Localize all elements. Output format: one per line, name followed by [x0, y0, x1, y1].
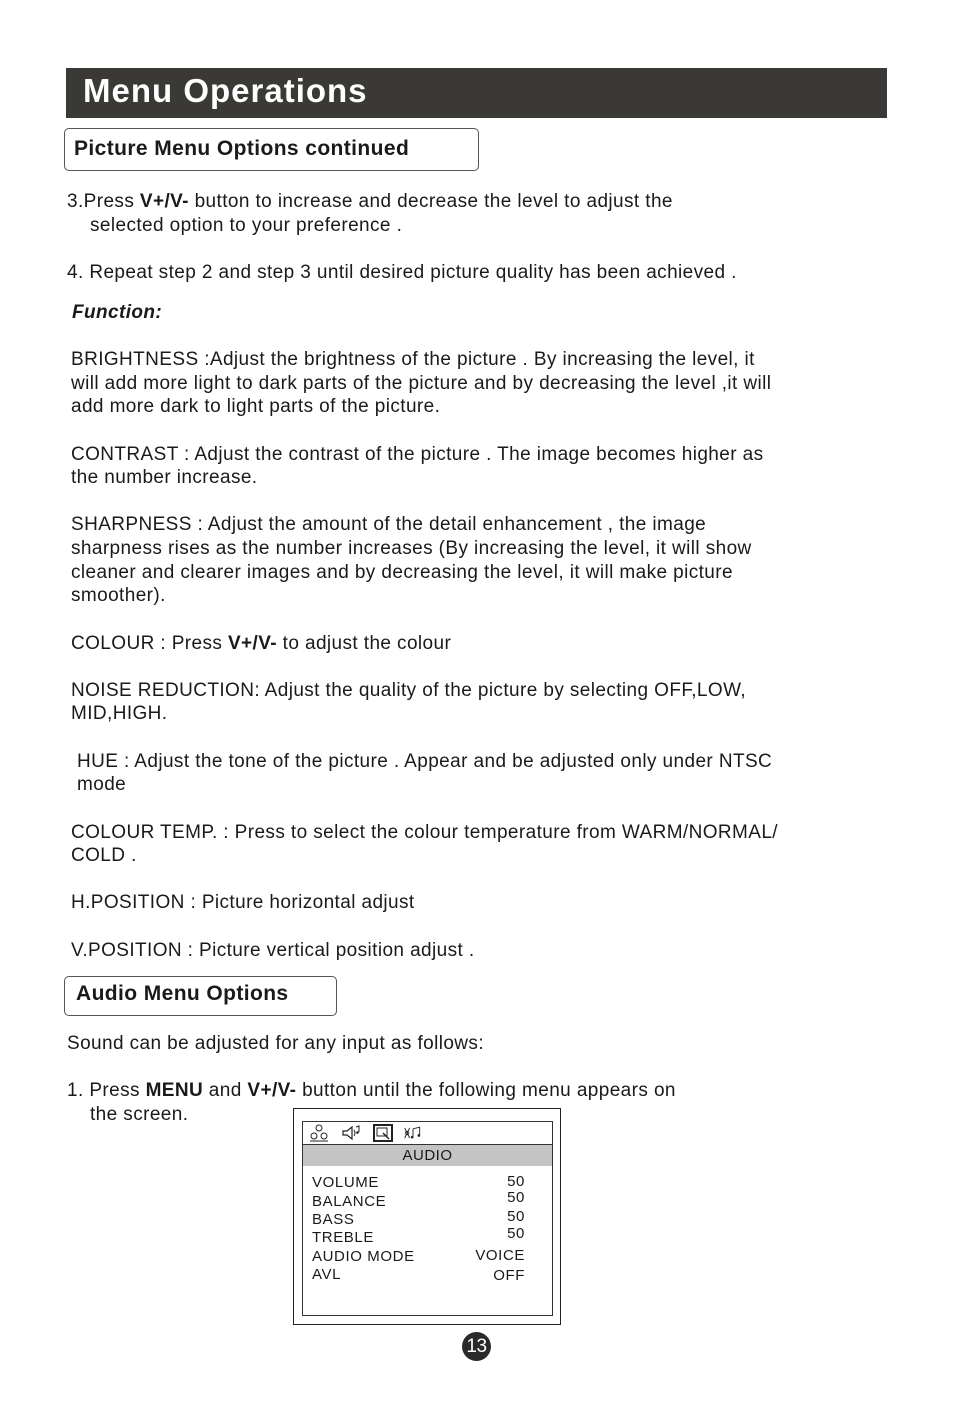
osd-value-treble: 50 — [507, 1225, 525, 1242]
sharpness-line-4: smoother). — [71, 585, 166, 606]
contrast-line-2: the number increase. — [71, 467, 258, 488]
osd-item-balance: BALANCE — [312, 1193, 387, 1210]
noise-line-1: NOISE REDUCTION: Adjust the quality of the picture by selecting OFF,LOW, — [71, 680, 747, 701]
osd-item-treble: TREBLE — [312, 1229, 374, 1246]
setup-menu-icon — [373, 1124, 393, 1142]
osd-screen — [302, 1121, 553, 1316]
osd-title-band — [303, 1145, 552, 1166]
colour-temp-line-1: COLOUR TEMP. : Press to select the colour temperature from WARM/NORMAL/ — [71, 822, 778, 843]
page-number: 13 — [462, 1332, 491, 1361]
audio-section-title: Audio Menu Options — [76, 982, 289, 1005]
audio-osd-menu — [293, 1108, 561, 1325]
brightness-line-2: will add more light to dark parts of the picture and by decreasing the level ,it will — [71, 373, 772, 394]
key-label: MENU — [145, 1080, 204, 1101]
sharpness-line-1: SHARPNESS : Adjust the amount of the detail enhancement , the image — [71, 514, 707, 535]
picture-menu-icon — [309, 1124, 329, 1142]
function-label: Function: — [72, 302, 163, 323]
key-label: V+/V- — [247, 1080, 297, 1101]
feature-menu-icon — [403, 1124, 423, 1142]
osd-item-volume: VOLUME — [312, 1174, 379, 1191]
colour-temp-line-2: COLD . — [71, 845, 137, 866]
osd-item-audio-mode: AUDIO MODE — [312, 1248, 415, 1265]
noise-line-2: MID,HIGH. — [71, 703, 168, 724]
step-3-line-2: selected option to your preference . — [90, 215, 403, 236]
hue-line-1: HUE : Adjust the tone of the picture . Appear and be adjusted only under NTSC — [77, 751, 773, 772]
osd-value-audio-mode: VOICE — [475, 1247, 525, 1264]
sharpness-line-3: cleaner and clearer images and by decreasing the level, it will make picture — [71, 562, 733, 583]
step-3-line-1: 3.Press V+/V- button to increase and decrease the level to adjust the — [67, 191, 673, 212]
brightness-line-3: add more dark to light parts of the picture. — [71, 396, 441, 417]
key-label: V+/V- — [227, 633, 277, 654]
v-position: V.POSITION : Picture vertical position adjust . — [71, 940, 475, 961]
osd-value-balance: 50 — [507, 1189, 525, 1206]
audio-step-1-line-2: the screen. — [90, 1104, 189, 1125]
h-position: H.POSITION : Picture horizontal adjust — [71, 892, 415, 913]
osd-title: AUDIO — [402, 1147, 453, 1164]
osd-icon-row — [303, 1122, 552, 1145]
osd-value-avl: OFF — [493, 1267, 525, 1284]
step-4: 4. Repeat step 2 and step 3 until desired picture quality has been achieved . — [67, 262, 737, 283]
audio-step-1-line-1: 1. Press MENU and V+/V- button until the following menu appears on — [67, 1080, 676, 1101]
audio-intro: Sound can be adjusted for any input as follows: — [67, 1033, 485, 1054]
header-bar — [66, 68, 887, 118]
hue-line-2: mode — [77, 774, 127, 795]
osd-value-bass: 50 — [507, 1208, 525, 1225]
page-title: Menu Operations — [83, 72, 368, 109]
colour-line: COLOUR : Press V+/V- to adjust the colour — [71, 633, 452, 654]
key-label: V+/V- — [139, 191, 189, 212]
brightness-line-1: BRIGHTNESS :Adjust the brightness of the picture . By increasing the level, it — [71, 349, 755, 370]
osd-value-volume: 50 — [507, 1173, 525, 1190]
sharpness-line-2: sharpness rises as the number increases (By increasing the level, it will show — [71, 538, 752, 559]
audio-menu-icon — [341, 1124, 361, 1142]
picture-section-title: Picture Menu Options continued — [74, 137, 410, 160]
osd-item-bass: BASS — [312, 1211, 355, 1228]
osd-item-avl: AVL — [312, 1266, 342, 1283]
contrast-line-1: CONTRAST : Adjust the contrast of the picture . The image becomes higher as — [71, 444, 764, 465]
